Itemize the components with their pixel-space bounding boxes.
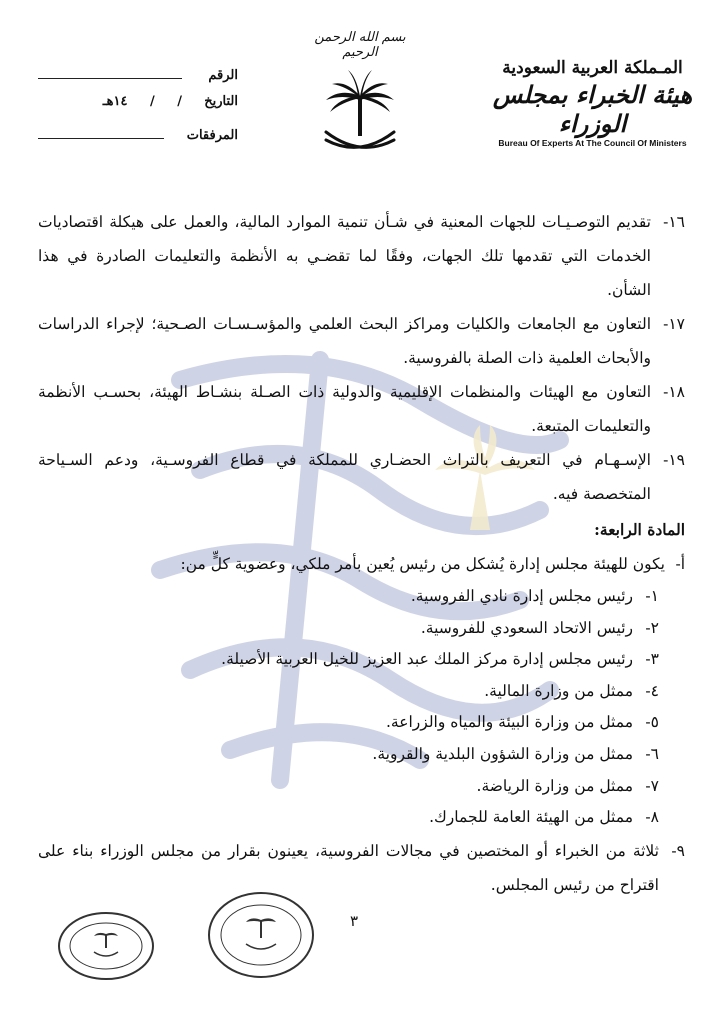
member-text: رئيس مجلس إدارة نادي الفروسية. — [410, 587, 633, 605]
member-text: ممثل من الهيئة العامة للجمارك. — [429, 808, 633, 827]
item-text: التعاون مع الجامعات والكليات ومراكز البحث العلمي والمؤسـسـات الصـحية؛ لإجراء الدراسات والأبحاث العلمية ذات الصلة بالفروسية. — [38, 315, 651, 367]
item-number: ١٩- — [663, 451, 685, 469]
paragraph-a — [38, 547, 685, 581]
member-number: ٥- — [645, 713, 659, 732]
item-number: ١٨- — [663, 383, 685, 401]
bureau-name-arabic: هيئة الخبراء بمجلس الوزراء — [492, 80, 693, 138]
list-item — [38, 307, 685, 375]
article-title: المادة الرابعة: — [594, 520, 685, 539]
date-row — [38, 94, 238, 124]
attachments-label: المرفقات — [186, 128, 238, 143]
letterhead-center — [310, 30, 410, 160]
palm-swords-emblem-icon — [320, 66, 400, 156]
reference-line — [38, 64, 182, 79]
bureau-name-english: Bureau Of Experts At The Council Of Ministers — [498, 138, 687, 148]
official-stamp-right-icon — [206, 890, 316, 980]
date-value: / / ١٤هـ — [102, 94, 182, 109]
member-text: ممثل من وزارة الشؤون البلدية والقروية. — [372, 744, 633, 763]
attachments-row — [38, 124, 238, 154]
member-item — [38, 644, 685, 676]
list-item — [38, 375, 685, 443]
member-item — [38, 739, 685, 771]
item-number: ١٧- — [663, 315, 685, 333]
member-item — [38, 676, 685, 708]
attachments-line — [38, 124, 164, 139]
letterhead-org — [490, 58, 695, 148]
item-text: تقديم التوصـيـات للجهات المعنية في شـأن تنمية الموارد المالية، والعمل على هيكلة اقتصاديات الخدمات التي تقدمها تلك الجهات، وفقًا لما تقضـي به الأنظمة والتعليمات الصادرة في هذا الشأن. — [38, 213, 651, 299]
document-body — [38, 205, 685, 902]
member-item — [38, 581, 685, 613]
basmala: بسم الله الرحمن الرحيم — [314, 30, 406, 60]
reference-block — [38, 64, 238, 154]
member-text: رئيس الاتحاد السعودي للفروسية. — [420, 618, 633, 637]
list-item — [38, 443, 685, 511]
paragraph-a-number: أ- — [675, 555, 685, 573]
member-number: ٦- — [645, 744, 659, 763]
member-item — [38, 834, 685, 902]
member-number: ٢- — [645, 618, 659, 637]
member-number: ٧- — [645, 776, 659, 795]
page-number: ٣ — [350, 912, 359, 930]
member-number: ١- — [645, 587, 659, 605]
member-text: رئيس مجلس إدارة مركز الملك عبد العزيز للخيل العربية الأصيلة. — [221, 650, 633, 669]
member-number: ٨- — [645, 808, 659, 827]
member-item — [38, 802, 685, 834]
reference-row — [38, 64, 238, 94]
member-text: ممثل من وزارة المالية. — [484, 681, 633, 700]
item-number: ١٦- — [663, 213, 685, 231]
list-item — [38, 205, 685, 307]
member-number: ٩- — [671, 841, 685, 860]
reference-label: الرقم — [208, 68, 238, 83]
member-item — [38, 771, 685, 803]
member-text: ممثل من وزارة البيئة والمياه والزراعة. — [385, 713, 633, 732]
item-text: التعاون مع الهيئات والمنظمات الإقليمية والدولية ذات الصـلة بنشـاط الهيئة، بحسـب الأنظمة والتعليمات المتبعة. — [38, 383, 651, 435]
member-text: ثلاثة من الخبراء أو المختصين في مجالات الفروسية، يعينون بقرار من مجلس الوزراء بناء على اقتراح من رئيس المجلس. — [38, 841, 659, 894]
member-number: ٣- — [645, 650, 659, 669]
date-label: التاريخ — [204, 94, 238, 109]
member-number: ٤- — [645, 681, 659, 700]
paragraph-a-text: يكون للهيئة مجلس إدارة يُشكل من رئيس يُعين بأمر ملكي، وعضوية كلٍّ من: — [180, 555, 665, 573]
member-item — [38, 613, 685, 645]
member-text: ممثل من وزارة الرياضة. — [476, 776, 633, 795]
official-stamp-left-icon — [56, 910, 156, 982]
kingdom-name: المـملكة العربية السعودية — [502, 58, 683, 78]
member-item — [38, 707, 685, 739]
item-text: الإسـهـام في التعريف بالتراث الحضـاري للمملكة في قطاع الفروسـية، ودعم السـياحة المتخصصة فيه. — [38, 451, 651, 503]
